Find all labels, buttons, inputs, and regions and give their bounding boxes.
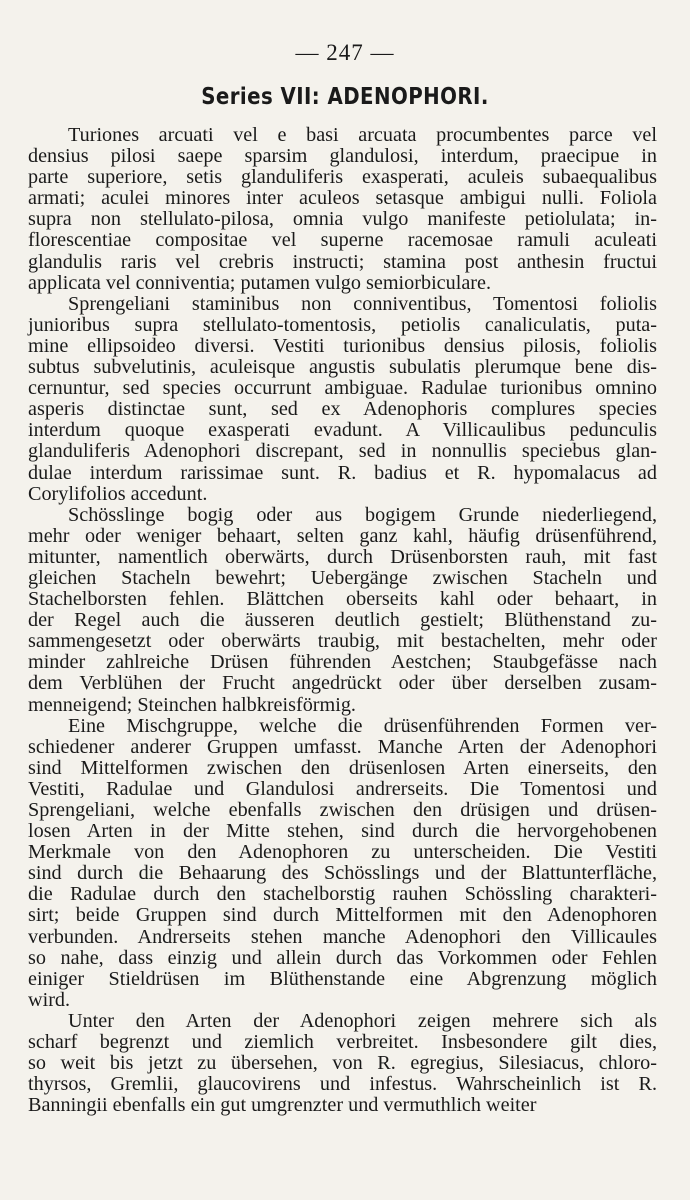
text-line: mehr oder weniger behaart, selten ganz kahl, häufig drüsenführend,	[28, 524, 657, 547]
paragraph	[28, 1011, 657, 1116]
text-line: Merkmale von den Adenophoren zu unterscheiden. Die Vestiti	[28, 841, 657, 864]
text-line: Eine Mischgruppe, welche die drüsenführenden Formen ver-	[68, 714, 657, 737]
text-line: densius pilosi saepe sparsim glandulosi, interdum, praecipue in	[28, 145, 657, 168]
section-title: Series VII: ADENOPHORI.	[201, 84, 489, 110]
text-line: einiger Stieldrüsen im Blüthenstande eine Abgrenzung möglich	[28, 967, 657, 990]
text-line: subtus subvelutinis, aculeisque angustis subulatis plerumque bene dis-	[28, 356, 657, 379]
text-line: armati; aculei minores inter aculeos setasque ambigui nulli. Foliola	[28, 187, 657, 210]
paragraph	[28, 505, 657, 716]
text-line: Sprengeliani staminibus non conniventibus, Tomentosi foliolis	[68, 292, 657, 315]
body-text	[28, 125, 657, 1116]
text-line: Vestiti, Radulae und Glandulosi andrerseits. Die Tomentosi und	[28, 777, 657, 800]
text-line: sind durch die Behaarung des Schösslings und der Blattunterfläche,	[28, 862, 657, 885]
text-line: minder zahlreiche Drüsen führenden Aestchen; Staubgefässe nach	[28, 651, 657, 674]
text-line: sammengesetzt oder oberwärts traubig, mit bestachelten, mehr oder	[28, 630, 657, 653]
text-line: Schösslinge bogig oder aus bogigem Grunde niederliegend,	[68, 503, 657, 526]
text-line: Turiones arcuati vel e basi arcuata procumbentes parce vel	[68, 124, 657, 146]
text-line: schiedener anderer Gruppen umfasst. Manche Arten der Adenophori	[28, 735, 657, 758]
text-line: scharf begrenzt und ziemlich verbreitet. Insbesondere gilt dies,	[28, 1031, 657, 1054]
text-line: glandulis raris vel crebris instructi; stamina post anthesin fructui	[28, 250, 657, 273]
text-line: wird.	[28, 988, 71, 1011]
paragraph	[28, 125, 657, 294]
text-line: parte superiore, setis glanduliferis exasperati, aculeis subaequalibus	[28, 166, 657, 189]
text-line: dem Verblühen der Frucht angedrückt oder über derselben zusam-	[28, 672, 657, 695]
text-line: interdum quoque exasperati evadunt. A Villicaulibus pedunculis	[28, 419, 657, 442]
text-line: mine ellipsoideo diversi. Vestiti turionibus densius pilosis, foliolis	[28, 334, 657, 357]
text-line: dulae interdum rarissimae sunt. R. badius et R. hypomalacus ad	[28, 461, 657, 484]
text-line: asperis distinctae sunt, sed ex Adenophoris complures species	[28, 398, 657, 421]
text-line: supra non stellulato-pilosa, omnia vulgo manifeste petiolulata; in-	[28, 208, 657, 231]
text-line: florescentiae compositae vel superne racemosae ramuli aculeati	[28, 229, 657, 252]
text-line: so nahe, dass einzig und allein durch das Vorkommen oder Fehlen	[28, 946, 657, 969]
paragraph	[28, 716, 657, 1011]
text-line: glanduliferis Adenophori discrepant, sed in nonnullis speciebus glan-	[28, 440, 657, 463]
page-number: — 247 —	[295, 40, 395, 65]
paragraph	[28, 294, 657, 505]
text-line: applicata vel conniventia; putamen vulgo semiorbiculare.	[28, 271, 492, 294]
text-line: junioribus supra stellulato-tomentosis, petiolis canaliculatis, puta-	[28, 313, 657, 336]
text-line: Unter den Arten der Adenophori zeigen mehrere sich als	[68, 1009, 657, 1032]
text-line: mitunter, namentlich oberwärts, durch Drüsenborsten rauh, mit fast	[28, 545, 657, 568]
text-line: menneigend; Steinchen halbkreisförmig.	[28, 693, 356, 716]
text-line: Sprengeliani, welche ebenfalls zwischen den drüsigen und drüsen-	[28, 799, 657, 821]
text-line: sind Mittelformen zwischen den drüsenlosen Arten einerseits, den	[28, 756, 657, 779]
text-line: der Regel auch die äusseren deutlich gestielt; Blüthenstand zu-	[28, 609, 657, 632]
text-line: Corylifolios accedunt.	[28, 482, 208, 505]
text-line: die Radulae durch den stachelborstig rauhen Schössling charakteri-	[28, 883, 657, 906]
text-line: losen Arten in der Mitte stehen, sind durch die hervorgehobenen	[28, 820, 657, 843]
text-line: Stachelborsten fehlen. Blättchen oberseits kahl oder behaart, in	[28, 588, 657, 611]
text-line: cernuntur, sed species occurrunt ambiguae. Radulae turionibus omnino	[28, 377, 657, 400]
text-line: so weit bis jetzt zu übersehen, von R. egregius, Silesiacus, chloro-	[28, 1052, 657, 1075]
text-line: gleichen Stacheln bewehrt; Uebergänge zwischen Stacheln und	[28, 566, 657, 589]
text-line: Banningii ebenfalls ein gut umgrenzter und vermuthlich weiter	[28, 1094, 537, 1117]
text-line: verbunden. Andrerseits stehen manche Adenophori den Villicaules	[28, 925, 657, 948]
text-line: thyrsos, Gremlii, glaucovirens und infestus. Wahrscheinlich ist R.	[28, 1073, 657, 1096]
text-line: sirt; beide Gruppen sind durch Mittelformen mit den Adenophoren	[28, 904, 657, 927]
